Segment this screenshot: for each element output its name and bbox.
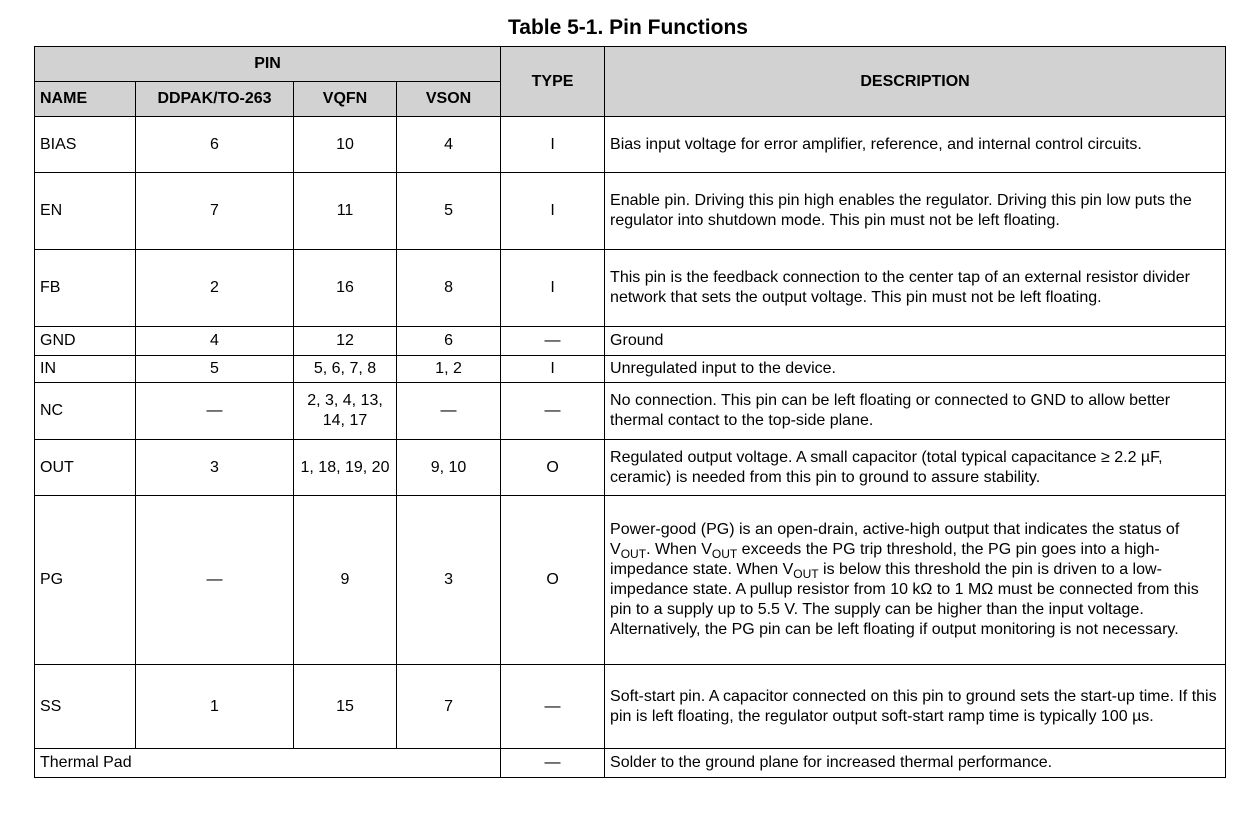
ddpak-pin: 4 (136, 327, 294, 356)
pg-desc-part-3: exceeds the PG trip threshold, the PG pin goes into a high-impedance state. When V (610, 541, 1160, 578)
vqfn-pin: 11 (294, 173, 397, 250)
pin-type: O (501, 496, 605, 665)
pin-name: GND (35, 327, 136, 356)
table-row (35, 117, 1226, 173)
vson-pin: 9, 10 (397, 440, 501, 496)
vqfn-pin: 2, 3, 4, 13, 14, 17 (294, 383, 397, 440)
thermal-pad-name: Thermal Pad (35, 749, 501, 778)
pin-description: No connection. This pin can be left floating or connected to GND to allow better thermal contact to the top-side plane. (605, 383, 1226, 440)
pin-description: Unregulated input to the device. (605, 356, 1226, 383)
ddpak-pin: 1 (136, 665, 294, 749)
vout-subscript: OUT (620, 547, 647, 561)
pin-description (605, 496, 1226, 665)
pin-name: EN (35, 173, 136, 250)
pin-type: — (501, 383, 605, 440)
thermal-pad-row (35, 749, 1226, 778)
name-header: NAME (35, 82, 136, 117)
vson-pin: 8 (397, 250, 501, 327)
vson-pin: 7 (397, 665, 501, 749)
pin-name: PG (35, 496, 136, 665)
vqfn-header: VQFN (294, 82, 397, 117)
vqfn-pin: 1, 18, 19, 20 (294, 440, 397, 496)
vqfn-pin: 12 (294, 327, 397, 356)
vson-header: VSON (397, 82, 501, 117)
vqfn-pin: 16 (294, 250, 397, 327)
table-row (35, 665, 1226, 749)
vout-subscript: OUT (793, 567, 819, 581)
pg-desc-part-1: Power-good (PG) is an open-drain, active-high output that indicates the status of V (610, 521, 1180, 558)
vson-pin: 1, 2 (397, 356, 501, 383)
pin-name: NC (35, 383, 136, 440)
pin-name: SS (35, 665, 136, 749)
ddpak-header: DDPAK/TO-263 (136, 82, 294, 117)
ddpak-pin: — (136, 383, 294, 440)
pin-type: I (501, 117, 605, 173)
vqfn-pin: 5, 6, 7, 8 (294, 356, 397, 383)
pin-description: Regulated output voltage. A small capacitor (total typical capacitance ≥ 2.2 µF, ceramic) is needed from this pin to ground to assure stability. (605, 440, 1226, 496)
pin-group-header: PIN (35, 47, 501, 82)
vson-pin: 3 (397, 496, 501, 665)
pin-description: Ground (605, 327, 1226, 356)
ddpak-pin: 7 (136, 173, 294, 250)
type-header: TYPE (501, 47, 605, 117)
pin-description: This pin is the feedback connection to the center tap of an external resistor divider network that sets the output voltage. This pin must not be left floating. (605, 250, 1226, 327)
ddpak-pin: 5 (136, 356, 294, 383)
pin-type: I (501, 173, 605, 250)
pin-name: BIAS (35, 117, 136, 173)
table-row (35, 383, 1226, 440)
thermal-pad-description: Solder to the ground plane for increased thermal performance. (605, 749, 1226, 778)
ddpak-pin: — (136, 496, 294, 665)
ddpak-pin: 2 (136, 250, 294, 327)
pin-type: — (501, 327, 605, 356)
vqfn-pin: 15 (294, 665, 397, 749)
pin-type: — (501, 665, 605, 749)
table-row (35, 496, 1226, 665)
pin-type: I (501, 356, 605, 383)
pin-description: Bias input voltage for error amplifier, reference, and internal control circuits. (605, 117, 1226, 173)
pin-type: O (501, 440, 605, 496)
ddpak-pin: 3 (136, 440, 294, 496)
pin-functions-table (34, 46, 1226, 778)
pin-type: I (501, 250, 605, 327)
table-row (35, 173, 1226, 250)
table-row (35, 440, 1226, 496)
vson-pin: — (397, 383, 501, 440)
pin-name: IN (35, 356, 136, 383)
vson-pin: 4 (397, 117, 501, 173)
vqfn-pin: 9 (294, 496, 397, 665)
table-row (35, 250, 1226, 327)
pin-name: OUT (35, 440, 136, 496)
pin-description: Enable pin. Driving this pin high enables the regulator. Driving this pin low puts the regulator into shutdown mode. This pin must not be left floating. (605, 173, 1226, 250)
vson-pin: 6 (397, 327, 501, 356)
pin-description: Soft-start pin. A capacitor connected on this pin to ground sets the start-up time. If this pin is left floating, the regulator output soft-start ramp time is typically 100 µs. (605, 665, 1226, 749)
pin-name: FB (35, 250, 136, 327)
vout-subscript: OUT (711, 547, 738, 561)
pg-desc-part-2: . When V (646, 541, 712, 558)
vson-pin: 5 (397, 173, 501, 250)
vqfn-pin: 10 (294, 117, 397, 173)
table-caption: Table 5-1. Pin Functions (508, 16, 748, 39)
thermal-pad-type: — (501, 749, 605, 778)
table-row (35, 356, 1226, 383)
pg-desc-part-4: is below this threshold the pin is driven to a low-impedance state. A pullup resistor from 10 kΩ to 1 MΩ must be connected from this pin to a supply up to 5.5 V. The supply can be higher than the input voltage. Alternatively, the PG pin can be left floating if output monitoring is not necessary. (610, 561, 1199, 638)
table-row (35, 327, 1226, 356)
header-row-top (35, 47, 1226, 82)
ddpak-pin: 6 (136, 117, 294, 173)
description-header: DESCRIPTION (605, 47, 1226, 117)
